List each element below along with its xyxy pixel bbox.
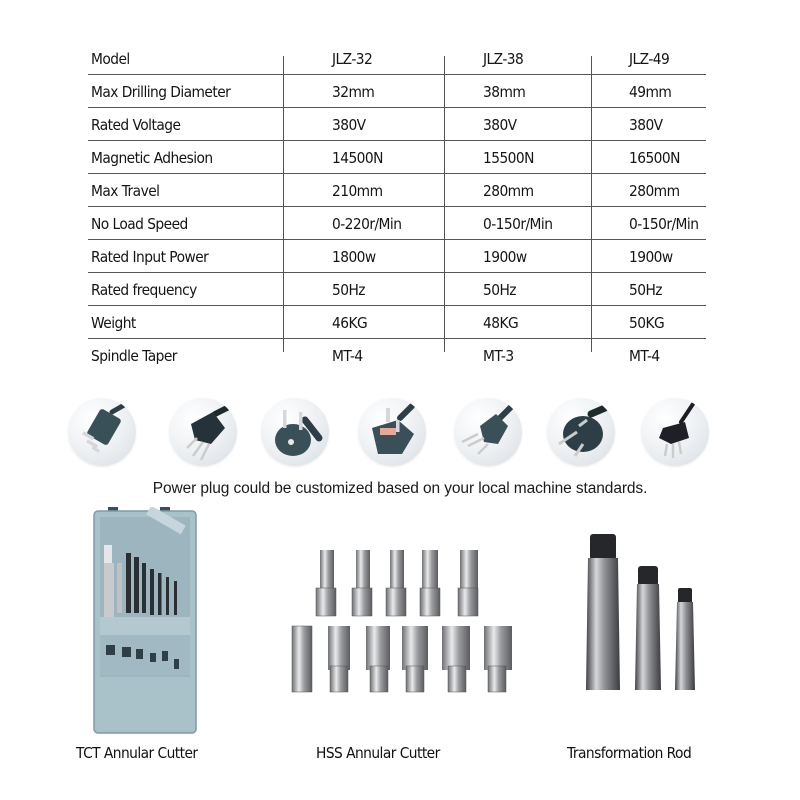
- table-row: [88, 339, 706, 371]
- swiss-plug-icon: [454, 398, 522, 466]
- row-label: Rated Voltage: [91, 116, 181, 134]
- table-row: [88, 108, 706, 141]
- cell-value: 16500N: [629, 149, 680, 167]
- header-label: Model: [91, 50, 130, 68]
- australian-plug-icon: [641, 398, 709, 466]
- cell-value: 1900w: [629, 248, 673, 266]
- us-plug-icon: [68, 398, 136, 466]
- cell-value: 50Hz: [483, 281, 516, 299]
- cell-value: 15500N: [483, 149, 534, 167]
- row-label: Rated frequency: [91, 281, 197, 299]
- cell-value: 46KG: [332, 314, 368, 332]
- cell-value: 1800w: [332, 248, 376, 266]
- danish-plug-icon: [547, 398, 615, 466]
- product-label: TCT Annular Cutter: [76, 744, 198, 762]
- cell-value: 0-150r/Min: [483, 215, 553, 233]
- hss-cutters-image: [290, 548, 530, 693]
- row-label: Magnetic Adhesion: [91, 149, 213, 167]
- cell-value: 14500N: [332, 149, 383, 167]
- uk-plug-icon: [358, 398, 426, 466]
- table-row: [88, 240, 706, 273]
- tct-cutter-set-image: [92, 507, 198, 735]
- model-name: JLZ-32: [332, 50, 373, 68]
- cell-value: 280mm: [629, 182, 680, 200]
- row-label: Rated Input Power: [91, 248, 209, 266]
- cell-value: 48KG: [483, 314, 519, 332]
- cell-value: MT-4: [629, 347, 660, 365]
- model-name: JLZ-38: [483, 50, 524, 68]
- cell-value: 280mm: [483, 182, 534, 200]
- table-row: [88, 141, 706, 174]
- italian-plug-icon: [169, 398, 237, 466]
- cell-value: 380V: [629, 116, 663, 134]
- table-header-row: [88, 42, 706, 75]
- row-label: No Load Speed: [91, 215, 188, 233]
- product-label: Transformation Rod: [567, 744, 692, 762]
- transformation-rods-image: [580, 532, 700, 694]
- eu-schuko-plug-icon: [261, 398, 329, 466]
- table-row: [88, 273, 706, 306]
- table-row: [88, 306, 706, 339]
- cell-value: MT-3: [483, 347, 514, 365]
- row-label: Max Drilling Diameter: [91, 83, 231, 101]
- row-label: Spindle Taper: [91, 347, 177, 365]
- cell-value: 210mm: [332, 182, 383, 200]
- cell-value: 38mm: [483, 83, 526, 101]
- cell-value: 1900w: [483, 248, 527, 266]
- cell-value: 0-220r/Min: [332, 215, 402, 233]
- plug-caption: Power plug could be customized based on your local machine standards.: [152, 480, 648, 497]
- cell-value: 50Hz: [629, 281, 662, 299]
- cell-value: 50Hz: [332, 281, 365, 299]
- model-name: JLZ-49: [629, 50, 670, 68]
- table-row: [88, 174, 706, 207]
- cell-value: 380V: [332, 116, 366, 134]
- spec-table: [88, 42, 706, 371]
- cell-value: 32mm: [332, 83, 375, 101]
- cell-value: 50KG: [629, 314, 665, 332]
- table-row: [88, 75, 706, 108]
- product-label: HSS Annular Cutter: [316, 744, 440, 762]
- row-label: Weight: [91, 314, 136, 332]
- cell-value: 49mm: [629, 83, 672, 101]
- cell-value: 380V: [483, 116, 517, 134]
- cell-value: MT-4: [332, 347, 363, 365]
- row-label: Max Travel: [91, 182, 160, 200]
- cell-value: 0-150r/Min: [629, 215, 699, 233]
- plug-options: [64, 398, 744, 468]
- table-row: [88, 207, 706, 240]
